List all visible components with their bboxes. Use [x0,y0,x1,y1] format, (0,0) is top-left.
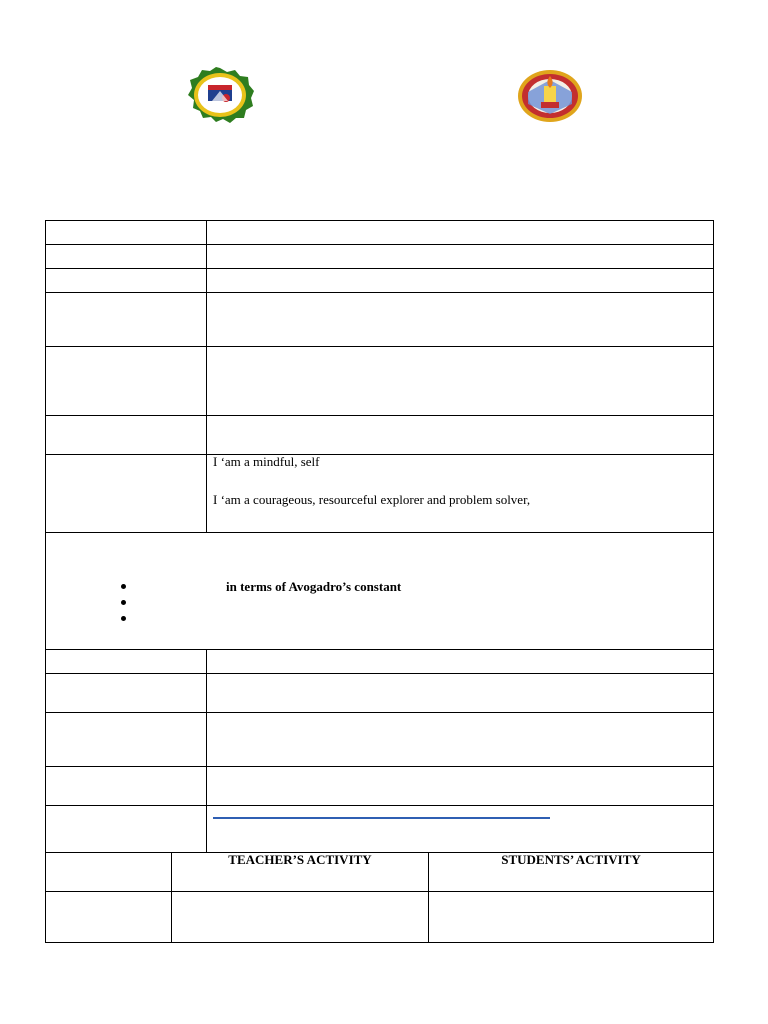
college-seal-right-icon [515,68,585,124]
college-seal-right [515,68,585,129]
table-row-divider [45,268,714,269]
teacher-activity-header: TEACHER’S ACTIVITY [228,852,372,867]
table-row-divider [45,532,714,533]
values-statement: I ‘am a mindful, self [213,454,320,469]
college-seal-left-icon [186,67,254,123]
table-row-divider [45,805,714,806]
table-row-divider [45,766,714,767]
table-row-divider [45,649,714,650]
table-row-divider [45,891,714,892]
table-column-divider [206,649,207,852]
table-row-divider [45,673,714,674]
bullet-icon [121,616,126,621]
reference-link-underline[interactable] [213,817,550,819]
table-column-divider [206,220,207,532]
students-activity-header: STUDENTS’ ACTIVITY [501,852,641,867]
values-statement: I ‘am a courageous, resourceful explorer and problem solver, [213,492,531,507]
bullet-icon [121,600,126,605]
objective-item: in terms of Avogadro’s constant [226,579,402,594]
table-row-divider [45,346,714,347]
table-row-divider [45,244,714,245]
table-row-divider [45,454,714,455]
table-row-divider [45,292,714,293]
college-seal-left [186,67,254,128]
table-row-divider [45,712,714,713]
bullet-icon [121,584,126,589]
table-row-divider [45,415,714,416]
